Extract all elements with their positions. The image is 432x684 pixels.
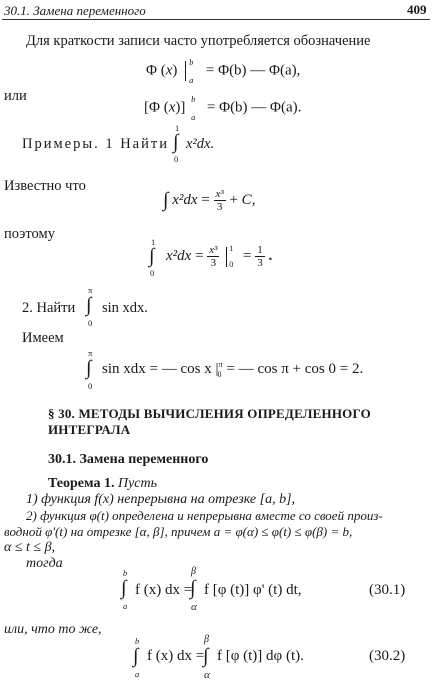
examples-label: Примеры. 1 Найти: [22, 136, 169, 152]
ili-chto-text: или, что то же,: [4, 622, 102, 637]
formula-definite-x2: x²dx = $\frac{\text{x³}}{3}$ 1 0 = $\frac{1}{3}$ .: [166, 243, 273, 269]
formula-sin-integral: sin xdx = — cos x $|^\pi_0$ = — cos π + cos 0 = 2.: [102, 360, 364, 379]
integral-alpha-beta: β ∫ α: [190, 566, 197, 613]
section-title-line2: ИНТЕГРАЛА: [48, 422, 131, 437]
running-title: 30.1. Замена переменного: [4, 3, 146, 18]
integral-a-b: b ∫ a: [121, 568, 128, 611]
page-number: 409: [407, 2, 427, 17]
eq2-right: f [φ (t)] dφ (t).: [217, 648, 304, 664]
conj-ili: или: [4, 88, 27, 104]
integral-0-pi: π ∫ 0: [86, 285, 93, 328]
poetomu-text: поэтому: [4, 226, 55, 242]
formula2-text: = Φ(b) — Φ(a).: [206, 99, 302, 116]
theorem-item1: 1) функция f(x) непрерывна на отрезке [a, b],: [26, 492, 296, 507]
theorem-item2-line3: α ≤ t ≤ β,: [4, 540, 56, 555]
formula1-text: = Φ(b) — Φ(a),: [205, 62, 301, 79]
formula-bracket-evaluation: [Φ (x)] b a = Φ(b) — Φ(a).: [144, 94, 302, 122]
theorem-item2-line1: 2) функция φ(t) определена и непрерывна вместе со своей произ-: [26, 508, 383, 523]
subsection-title: 30.1. Замена переменного: [48, 452, 209, 467]
theorem-item2-line2: водной φ'(t) на отрезке [α, β], причем a = φ(α) ≤ φ(t) ≤ φ(β) = b,: [4, 524, 353, 539]
integral-0-pi-b: π ∫ 0: [86, 348, 93, 391]
eq2-number: (30.2): [369, 648, 406, 664]
imeem-text: Имеем: [22, 330, 64, 346]
ex2-label: 2. Найти: [22, 300, 76, 316]
ex2-integrand: sin xdx.: [102, 300, 148, 316]
theorem-label: Теорема 1.: [48, 476, 115, 491]
ex2-result-tail: = — cos π + cos 0 = 2.: [226, 361, 364, 377]
integral-alpha-beta-2: β ∫ α: [203, 634, 210, 681]
integral-0-1: 1 ∫ 0: [173, 123, 180, 164]
ex2-result-text: sin xdx = — cos x |: [102, 361, 219, 377]
header-rule: [2, 19, 430, 20]
formula-antiderivative: ∫ x²dx = $\frac{\text{x³}}{3}$ + C,: [163, 188, 256, 213]
theorem-pust: Пусть: [117, 476, 157, 491]
theorem-heading: [48, 476, 157, 492]
ex1-integrand: x²dx.: [186, 136, 215, 152]
theorem-togda: тогда: [26, 556, 63, 571]
eq2-left: f (x) dx =: [147, 648, 205, 664]
formula-phi-evaluation: Φ (x) b a = Φ(b) — Φ(a),: [146, 57, 301, 85]
eq1-left: f (x) dx =: [135, 582, 193, 598]
known-text: Известно что: [4, 178, 86, 194]
eq1-right: f [φ (t)] φ' (t) dt,: [204, 582, 302, 598]
integral-a-b-2: b ∫ a: [133, 636, 140, 679]
integral-0-1-b: 1 ∫ 0: [149, 237, 156, 278]
intro-text: Для краткости записи часто употребляется обозначение: [26, 33, 371, 49]
eq1-number: (30.1): [369, 582, 406, 598]
section-title-line1: § 30. МЕТОДЫ ВЫЧИСЛЕНИЯ ОПРЕДЕЛЕННОГО: [48, 406, 371, 421]
